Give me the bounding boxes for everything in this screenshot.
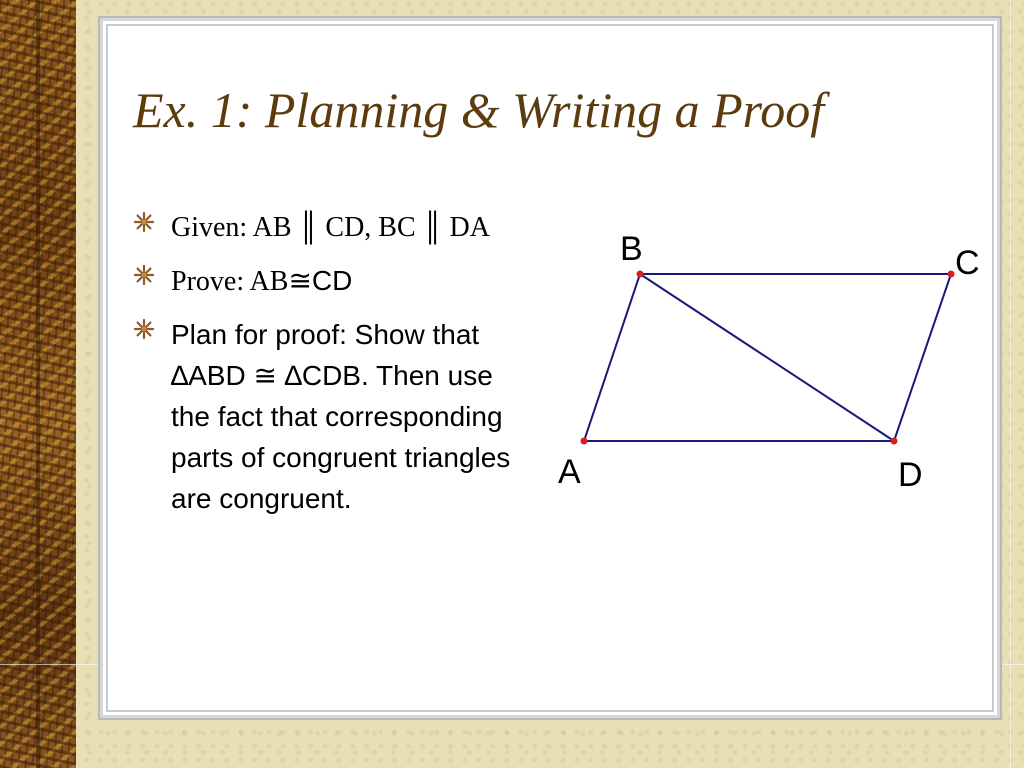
bullet-text: Plan for proof: Show that ∆ABD ≅ ∆CDB. Then use the fact that corresponding parts of congruent triangles are congruent.	[171, 319, 511, 514]
vertex-label-b: B	[620, 230, 643, 268]
parallelogram-diagram	[103, 21, 1003, 721]
point-d	[891, 438, 898, 445]
slide-title: Ex. 1: Planning & Writing a Proof	[133, 82, 825, 138]
slide-panel	[100, 18, 1000, 718]
bullet-text: Given: AB ║ CD, BC ║ DA	[171, 212, 490, 243]
point-b	[637, 271, 644, 278]
vertex-label-c: C	[955, 244, 980, 282]
bullet-text-prefix: Prove: AB	[171, 266, 289, 297]
point-a	[581, 438, 588, 445]
background-rule	[1010, 0, 1011, 768]
bullet-text-suffix: ≅CD	[288, 265, 353, 296]
vertex-label-a: A	[558, 453, 581, 491]
segment-ab	[584, 274, 640, 441]
wood-border-strip	[0, 0, 76, 768]
vertex-label-d: D	[898, 456, 923, 494]
segment-cd	[894, 274, 951, 441]
segment-bd	[640, 274, 894, 441]
point-c	[948, 271, 955, 278]
